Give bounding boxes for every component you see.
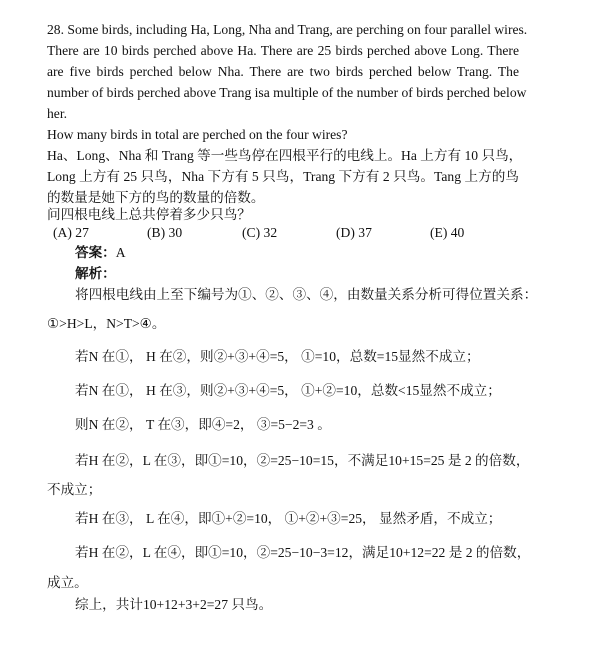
- analysis-step-6-cont: 成立。: [47, 575, 88, 590]
- answer-label: 答案：: [75, 245, 116, 260]
- analysis-step-4-cont: 不成立；: [47, 482, 102, 497]
- problem-en-line-1: 28. Some birds, including Ha, Long, Nha and Trang, are perching on four parallel wires.: [47, 22, 528, 37]
- problem-en-line-2: There are 10 birds perched above Ha. There are 25 birds perched above Long. There: [47, 43, 519, 58]
- analysis-step-6: 若H 在②，L 在④，即①=10，②=25−10−3=12，满足10+12=22 是 2 的倍数，: [75, 545, 531, 560]
- problem-zh-question: 问四根电线上总共停着多少只鸟？: [47, 207, 251, 222]
- analysis-order: ①>H>L，N>T>④。: [47, 316, 166, 331]
- analysis-step-1: 若N 在①， H 在②，则②+③+④=5， ①=10，总数=15显然不成立；: [75, 349, 480, 364]
- analysis-step-3: 则N 在②， T 在③，即④=2， ③=5−2=3 。: [75, 417, 331, 432]
- analysis-step-4: 若H 在②，L 在③，即①=10，②=25−10=15，不满足10+15=25 是 2 的倍数，: [75, 453, 530, 468]
- analysis-step-5: 若H 在③， L 在④，即①+②=10， ①+②+③=25， 显然矛盾，不成立；: [75, 511, 502, 526]
- problem-zh-line-3: 的数量是她下方的鸟的数量的倍数。: [47, 190, 265, 205]
- problem-en-line-4: number of birds perched above Trang isa multiple of the number of birds perched below: [47, 85, 527, 100]
- choice-a: (A) 27: [53, 225, 89, 240]
- problem-en-line-5: her.: [47, 106, 68, 121]
- choice-c: (C) 32: [242, 225, 278, 240]
- choice-e: (E) 40: [430, 225, 465, 240]
- problem-zh-line-1: Ha、Long、Nha 和 Trang 等一些鸟停在四根平行的电线上。Ha 上方有 10 只鸟，: [47, 148, 523, 163]
- answer-value: A: [115, 245, 126, 260]
- analysis-label: 解析：: [75, 266, 116, 281]
- answer-line: [75, 245, 126, 261]
- choice-d: (D) 37: [336, 225, 372, 240]
- analysis-intro: 将四根电线由上至下编号为①、②、③、④，由数量关系分析可得位置关系：: [75, 287, 538, 302]
- problem-en-line-3: are five birds perched below Nha. There are two birds perched below Trang. The: [47, 64, 519, 79]
- choice-b: (B) 30: [147, 225, 183, 240]
- analysis-step-2: 若N 在①， H 在③，则②+③+④=5， ①+②=10，总数<15显然不成立；: [75, 383, 501, 398]
- analysis-conclusion: 综上，共计10+12+3+2=27 只鸟。: [75, 597, 273, 612]
- problem-zh-line-2: Long 上方有 25 只鸟，Nha 下方有 5 只鸟，Trang 下方有 2 只鸟。Tang 上方的鸟: [47, 169, 519, 184]
- problem-en-question: How many birds in total are perched on the four wires?: [47, 127, 348, 142]
